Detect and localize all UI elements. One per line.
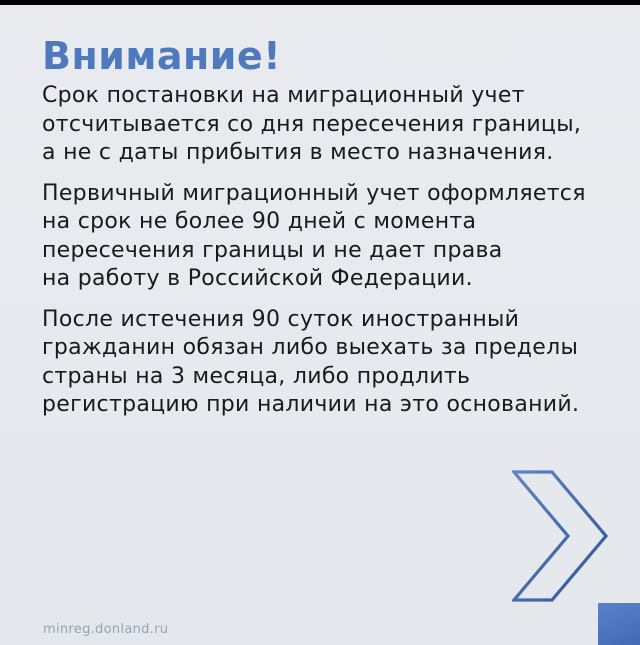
paragraph-after-90-days [42, 306, 622, 420]
paragraph-registration-deadline [42, 82, 622, 168]
paragraph-line: пересечения границы и не дает права [42, 237, 503, 263]
paragraph-line: на срок не более 90 дней с момента [42, 209, 477, 234]
footer-source-link: minreg.donland.ru [43, 622, 169, 637]
paragraph-primary-registration [42, 180, 622, 294]
top-border [0, 0, 640, 5]
paragraph-line: После истечения 90 суток иностранный [42, 306, 520, 332]
chevron-right-outline-icon [512, 470, 608, 602]
corner-accent-square [598, 603, 640, 645]
paragraph-line: гражданин обязан либо выехать за пределы [42, 335, 579, 360]
paragraph-line: Срок постановки на миграционный учет [42, 83, 525, 108]
paragraph-line: страны на 3 месяца, либо продлить [42, 363, 471, 389]
paragraph-line: Первичный миграционный учет оформляется [42, 180, 586, 206]
paragraph-line: отсчитывается со дня пересечения границы, [42, 111, 582, 137]
slide-content [42, 32, 622, 420]
paragraph-line: а не с даты прибытия в место назначения. [42, 140, 554, 165]
paragraph-line: на работу в Российской Федерации. [42, 266, 473, 291]
slide-title: Внимание! [42, 34, 282, 78]
paragraph-line: регистрацию при наличии на это оснований. [42, 392, 580, 417]
